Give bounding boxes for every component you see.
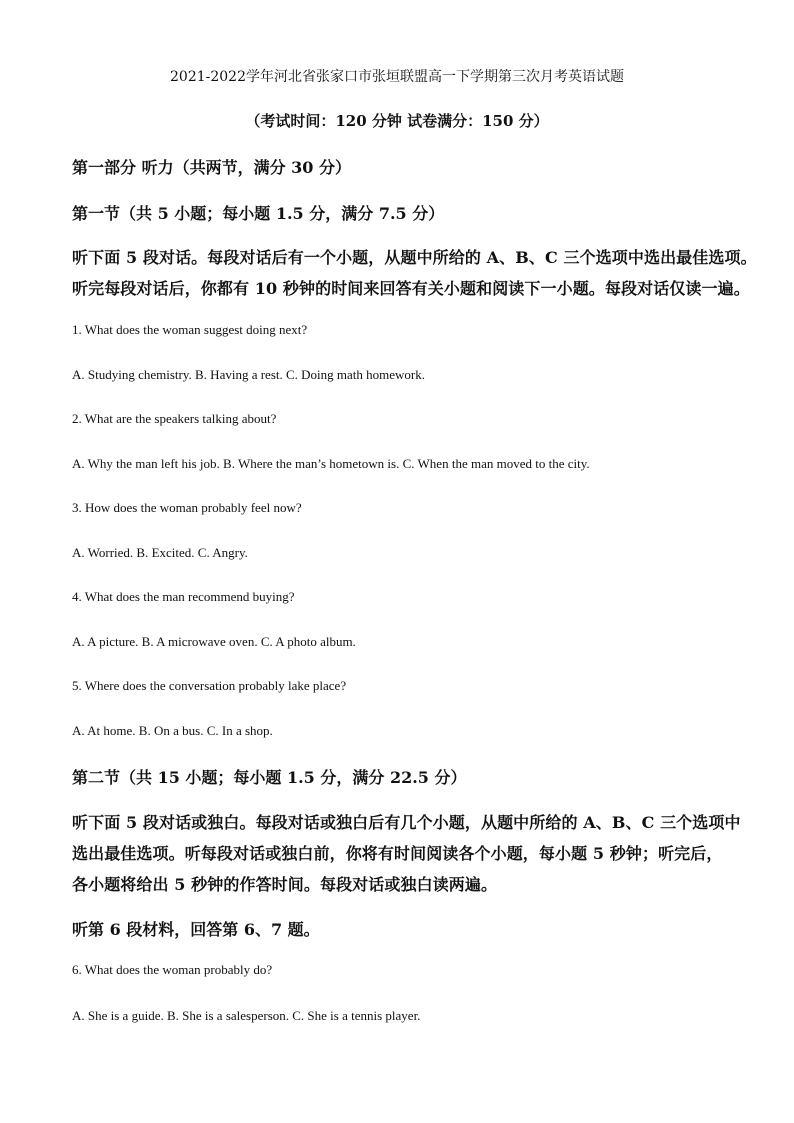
question-options: A. Studying chemistry. B. Having a rest. C. Doing math homework. xyxy=(72,367,426,382)
section2-instruction-line: 选出最佳选项。听每段对话或独白前，你将有时间阅读各个小题，每小题 5 秒钟；听完后， xyxy=(72,844,723,863)
exam-subtitle: （考试时间：120 分钟 试卷满分：150 分） xyxy=(245,112,549,130)
part1-heading: 第一部分 听力（共两节，满分 30 分） xyxy=(72,158,351,177)
question-options: A. Why the man left his job. B. Where the man’s hometown is. C. When the man moved to the city. xyxy=(72,456,590,471)
question-options: A. A picture. B. A microwave oven. C. A photo album. xyxy=(72,634,356,649)
section2-instruction-line: 各小题将给出 5 秒钟的作答时间。每段对话或独白读两遍。 xyxy=(72,875,498,894)
section1-instruction-line: 听完每段对话后，你都有 10 秒钟的时间来回答有关小题和阅读下一小题。每段对话仅读一遍。 xyxy=(72,279,750,298)
section2-instruction-line: 听下面 5 段对话或独白。每段对话或独白后有几个小题，从题中所给的 A、B、C 三个选项中 xyxy=(72,813,741,832)
question-text: 6. What does the woman probably do? xyxy=(72,962,273,977)
section1-heading: 第一节（共 5 小题；每小题 1.5 分，满分 7.5 分） xyxy=(72,204,445,223)
section2-heading: 第二节（共 15 小题；每小题 1.5 分，满分 22.5 分） xyxy=(72,768,467,787)
question-options: A. Worried. B. Excited. C. Angry. xyxy=(72,545,248,560)
question-text: 5. Where does the conversation probably lake place? xyxy=(72,678,347,693)
question-options: A. She is a guide. B. She is a salesperson. C. She is a tennis player. xyxy=(72,1008,421,1023)
material-heading: 听第 6 段材料，回答第 6、7 题。 xyxy=(72,920,320,939)
exam-title: 2021-2022学年河北省张家口市张垣联盟高一下学期第三次月考英语试题 xyxy=(170,69,624,85)
question-text: 4. What does the man recommend buying? xyxy=(72,589,295,604)
question-text: 1. What does the woman suggest doing next? xyxy=(72,322,308,337)
question-text: 2. What are the speakers talking about? xyxy=(72,411,277,426)
section1-instruction-line: 听下面 5 段对话。每段对话后有一个小题，从题中所给的 A、B、C 三个选项中选出最佳选项。 xyxy=(72,248,757,267)
question-text: 3. How does the woman probably feel now? xyxy=(72,500,302,515)
question-options: A. At home. B. On a bus. C. In a shop. xyxy=(72,723,273,738)
